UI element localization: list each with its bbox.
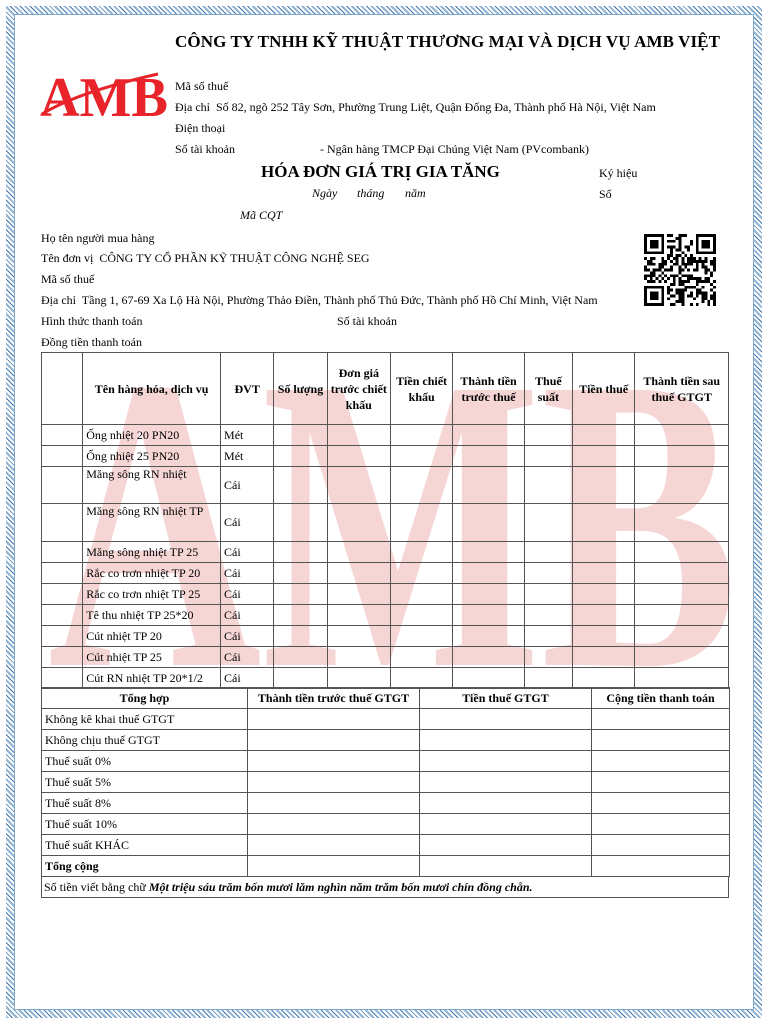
item-empty-cell xyxy=(390,467,452,504)
buyer-account-label: Số tài khoản xyxy=(337,314,397,328)
item-empty-cell xyxy=(635,542,729,563)
buyer-address-row xyxy=(41,293,598,308)
row-blank-cell xyxy=(42,647,83,668)
item-empty-cell xyxy=(274,647,327,668)
row-blank-cell xyxy=(42,504,83,542)
summary-empty-cell xyxy=(420,772,592,793)
table-row xyxy=(42,504,729,542)
item-name: Cút RN nhiệt TP 20*1/2 xyxy=(83,668,221,689)
item-empty-cell xyxy=(453,626,524,647)
item-empty-cell xyxy=(573,467,635,504)
buyer-tax-code-label: Mã số thuế xyxy=(41,272,95,286)
item-empty-cell xyxy=(390,668,452,689)
table-row xyxy=(42,668,729,689)
summary-empty-cell xyxy=(420,793,592,814)
item-empty-cell xyxy=(453,584,524,605)
summary-header-tax: Tiền thuế GTGT xyxy=(420,688,592,709)
item-name: Măng sông RN nhiệt xyxy=(83,467,221,504)
item-empty-cell xyxy=(524,626,572,647)
summary-empty-cell xyxy=(592,793,730,814)
item-name: Măng sông RN nhiệt TP xyxy=(83,504,221,542)
row-blank-cell xyxy=(42,605,83,626)
item-empty-cell xyxy=(573,563,635,584)
item-name: Cút nhiệt TP 25 xyxy=(83,647,221,668)
summary-empty-cell xyxy=(592,856,730,877)
summary-empty-cell xyxy=(420,730,592,751)
item-empty-cell xyxy=(524,563,572,584)
summary-label: Thuế suất KHÁC xyxy=(42,835,248,856)
table-row xyxy=(42,542,729,563)
item-empty-cell xyxy=(390,425,452,446)
summary-table xyxy=(41,687,730,877)
summary-empty-cell xyxy=(420,835,592,856)
items-table xyxy=(41,352,729,689)
day-label: Ngày xyxy=(312,186,338,200)
item-name: Cút nhiệt TP 20 xyxy=(83,626,221,647)
header-unit: ĐVT xyxy=(221,353,274,425)
item-empty-cell xyxy=(635,425,729,446)
item-unit: Cái xyxy=(221,504,274,542)
item-empty-cell xyxy=(327,446,390,467)
item-empty-cell xyxy=(390,504,452,542)
amount-in-words-label: Số tiền viết bằng chữ xyxy=(44,880,146,894)
item-empty-cell xyxy=(327,542,390,563)
buyer-address-label: Địa chỉ xyxy=(41,293,76,307)
table-row xyxy=(42,425,729,446)
item-empty-cell xyxy=(635,504,729,542)
header-blank xyxy=(42,353,83,425)
item-name: Rắc co trơn nhiệt TP 25 xyxy=(83,584,221,605)
item-empty-cell xyxy=(573,605,635,626)
item-empty-cell xyxy=(453,668,524,689)
table-row xyxy=(42,584,729,605)
item-unit: Cái xyxy=(221,542,274,563)
summary-empty-cell xyxy=(592,772,730,793)
buyer-address: Tầng 1, 67-69 Xa Lộ Hà Nội, Phường Thảo Điền, Thành phố Thủ Đức, Thành phố Hồ Chí Minh, Việt Nam xyxy=(81,293,598,307)
summary-empty-cell xyxy=(248,856,420,877)
item-empty-cell xyxy=(524,584,572,605)
table-row xyxy=(42,605,729,626)
item-empty-cell xyxy=(274,584,327,605)
item-name: Măng sông nhiệt TP 25 xyxy=(83,542,221,563)
item-empty-cell xyxy=(524,668,572,689)
summary-label: Thuế suất 10% xyxy=(42,814,248,835)
qr-code xyxy=(642,234,718,306)
item-unit: Cái xyxy=(221,605,274,626)
summary-empty-cell xyxy=(420,856,592,877)
item-empty-cell xyxy=(635,563,729,584)
summary-row xyxy=(42,751,730,772)
row-blank-cell xyxy=(42,446,83,467)
item-empty-cell xyxy=(453,563,524,584)
summary-empty-cell xyxy=(420,814,592,835)
item-empty-cell xyxy=(524,425,572,446)
seller-tax-code-label: Mã số thuế xyxy=(175,79,229,93)
item-empty-cell xyxy=(524,467,572,504)
item-empty-cell xyxy=(524,504,572,542)
item-empty-cell xyxy=(274,626,327,647)
item-empty-cell xyxy=(635,668,729,689)
row-blank-cell xyxy=(42,542,83,563)
year-label: năm xyxy=(405,186,426,200)
item-empty-cell xyxy=(573,647,635,668)
summary-row xyxy=(42,835,730,856)
month-label: tháng xyxy=(357,186,385,200)
watermark-text: AMB xyxy=(48,330,738,680)
header-amount-before-tax: Thành tiền trước thuế xyxy=(453,353,524,425)
item-empty-cell xyxy=(327,425,390,446)
logo-text: AMB xyxy=(40,67,168,122)
item-unit: Cái xyxy=(221,563,274,584)
item-name: Ống nhiệt 20 PN20 xyxy=(83,425,221,446)
item-empty-cell xyxy=(274,668,327,689)
number-label: Số xyxy=(599,187,612,201)
summary-row xyxy=(42,856,730,877)
amount-in-words xyxy=(41,876,729,898)
row-blank-cell xyxy=(42,626,83,647)
item-empty-cell xyxy=(274,467,327,504)
seller-address-label: Địa chỉ xyxy=(175,100,210,114)
header-unit-price: Đơn giá trước chiết khấu xyxy=(327,353,390,425)
item-unit: Cái xyxy=(221,668,274,689)
item-empty-cell xyxy=(453,446,524,467)
summary-empty-cell xyxy=(248,814,420,835)
table-row xyxy=(42,626,729,647)
amount-in-words-value: Một triệu sáu trăm bốn mươi lăm nghìn năm trăm bốn mươi chín đồng chẵn. xyxy=(148,880,533,894)
summary-row xyxy=(42,709,730,730)
table-row xyxy=(42,446,729,467)
item-empty-cell xyxy=(573,668,635,689)
symbol-label: Ký hiệu xyxy=(599,166,638,180)
summary-body xyxy=(42,709,730,877)
buyer-unit-name: CÔNG TY CỔ PHẦN KỸ THUẬT CÔNG NGHỆ SEG xyxy=(99,251,370,265)
item-unit: Cái xyxy=(221,467,274,504)
item-empty-cell xyxy=(573,446,635,467)
item-empty-cell xyxy=(635,446,729,467)
summary-empty-cell xyxy=(592,730,730,751)
summary-empty-cell xyxy=(248,835,420,856)
summary-header-row xyxy=(42,688,730,709)
item-empty-cell xyxy=(453,425,524,446)
summary-label: Thuế suất 0% xyxy=(42,751,248,772)
item-empty-cell xyxy=(274,425,327,446)
header-tax-rate: Thuế suất xyxy=(524,353,572,425)
item-empty-cell xyxy=(274,542,327,563)
item-empty-cell xyxy=(327,605,390,626)
summary-empty-cell xyxy=(248,793,420,814)
row-blank-cell xyxy=(42,584,83,605)
item-empty-cell xyxy=(274,504,327,542)
item-empty-cell xyxy=(635,647,729,668)
summary-label: Tổng cộng xyxy=(42,856,248,877)
item-name: Ống nhiệt 25 PN20 xyxy=(83,446,221,467)
payment-method-label: Hình thức thanh toán xyxy=(41,314,143,328)
buyer-unit-row xyxy=(41,251,370,266)
table-row xyxy=(42,467,729,504)
amb-logo xyxy=(38,66,170,122)
item-empty-cell xyxy=(573,504,635,542)
item-empty-cell xyxy=(524,605,572,626)
seller-address-row xyxy=(175,100,656,115)
table-row xyxy=(42,647,729,668)
invoice-title: HÓA ĐƠN GIÁ TRỊ GIA TĂNG xyxy=(261,162,500,181)
item-name: Tê thu nhiệt TP 25*20 xyxy=(83,605,221,626)
summary-row xyxy=(42,814,730,835)
item-empty-cell xyxy=(274,446,327,467)
item-empty-cell xyxy=(327,504,390,542)
summary-header-total: Cộng tiền thanh toán xyxy=(592,688,730,709)
item-empty-cell xyxy=(390,605,452,626)
item-empty-cell xyxy=(390,542,452,563)
row-blank-cell xyxy=(42,668,83,689)
item-empty-cell xyxy=(635,626,729,647)
buyer-name-label: Họ tên người mua hàng xyxy=(41,231,155,245)
summary-row xyxy=(42,793,730,814)
seller-bank: - Ngân hàng TMCP Đại Chúng Việt Nam (PVcombank) xyxy=(320,142,590,156)
item-empty-cell xyxy=(573,425,635,446)
summary-empty-cell xyxy=(248,730,420,751)
currency-label: Đồng tiền thanh toán xyxy=(41,335,142,349)
summary-header-category: Tổng hợp xyxy=(42,688,248,709)
item-empty-cell xyxy=(453,504,524,542)
summary-label: Không chịu thuế GTGT xyxy=(42,730,248,751)
item-empty-cell xyxy=(453,542,524,563)
summary-label: Thuế suất 5% xyxy=(42,772,248,793)
item-empty-cell xyxy=(635,467,729,504)
header-discount: Tiền chiết khấu xyxy=(390,353,452,425)
seller-account-label: Số tài khoản xyxy=(175,142,235,156)
item-empty-cell xyxy=(274,605,327,626)
header-tax-amount: Tiền thuế xyxy=(573,353,635,425)
item-empty-cell xyxy=(274,563,327,584)
item-empty-cell xyxy=(635,584,729,605)
summary-label: Thuế suất 8% xyxy=(42,793,248,814)
items-header-row xyxy=(42,353,729,425)
buyer-unit-label: Tên đơn vị xyxy=(41,251,94,265)
item-empty-cell xyxy=(390,584,452,605)
item-empty-cell xyxy=(524,542,572,563)
table-row xyxy=(42,563,729,584)
item-empty-cell xyxy=(635,605,729,626)
item-empty-cell xyxy=(573,584,635,605)
header-amount-after-tax: Thành tiền sau thuế GTGT xyxy=(635,353,729,425)
header-item-name: Tên hàng hóa, dịch vụ xyxy=(83,353,221,425)
item-empty-cell xyxy=(327,563,390,584)
summary-empty-cell xyxy=(592,814,730,835)
summary-empty-cell xyxy=(592,709,730,730)
item-empty-cell xyxy=(327,668,390,689)
item-name: Rắc co trơn nhiệt TP 20 xyxy=(83,563,221,584)
summary-row xyxy=(42,730,730,751)
item-empty-cell xyxy=(327,467,390,504)
summary-empty-cell xyxy=(248,751,420,772)
item-unit: Mét xyxy=(221,446,274,467)
item-empty-cell xyxy=(390,446,452,467)
summary-row xyxy=(42,772,730,793)
item-empty-cell xyxy=(453,647,524,668)
row-blank-cell xyxy=(42,563,83,584)
item-unit: Cái xyxy=(221,647,274,668)
item-empty-cell xyxy=(573,542,635,563)
item-empty-cell xyxy=(327,626,390,647)
summary-label: Không kê khai thuế GTGT xyxy=(42,709,248,730)
item-empty-cell xyxy=(524,647,572,668)
item-unit: Cái xyxy=(221,626,274,647)
summary-empty-cell xyxy=(592,751,730,772)
summary-empty-cell xyxy=(420,709,592,730)
item-empty-cell xyxy=(390,626,452,647)
seller-phone-label: Điện thoại xyxy=(175,121,226,135)
item-empty-cell xyxy=(573,626,635,647)
item-empty-cell xyxy=(390,563,452,584)
row-blank-cell xyxy=(42,467,83,504)
header-quantity: Số lượng xyxy=(274,353,327,425)
seller-address: Số 82, ngõ 252 Tây Sơn, Phường Trung Liệt, Quận Đống Đa, Thành phố Hà Nội, Việt Nam xyxy=(216,100,656,114)
summary-header-before-tax: Thành tiền trước thuế GTGT xyxy=(248,688,420,709)
cqt-label: Mã CQT xyxy=(240,208,283,222)
item-unit: Cái xyxy=(221,584,274,605)
row-blank-cell xyxy=(42,425,83,446)
summary-empty-cell xyxy=(592,835,730,856)
item-empty-cell xyxy=(524,446,572,467)
summary-empty-cell xyxy=(248,709,420,730)
item-empty-cell xyxy=(327,584,390,605)
summary-empty-cell xyxy=(248,772,420,793)
company-name: CÔNG TY TNHH KỸ THUẬT THƯƠNG MẠI VÀ DỊCH VỤ AMB VIỆT xyxy=(175,32,721,51)
item-empty-cell xyxy=(453,467,524,504)
item-empty-cell xyxy=(453,605,524,626)
items-body xyxy=(42,425,729,689)
item-empty-cell xyxy=(327,647,390,668)
summary-empty-cell xyxy=(420,751,592,772)
item-unit: Mét xyxy=(221,425,274,446)
item-empty-cell xyxy=(390,647,452,668)
